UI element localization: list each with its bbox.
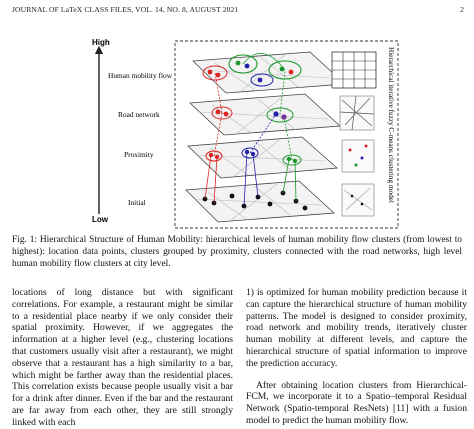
level-label-initial: Initial bbox=[128, 198, 146, 207]
figure-caption: Fig. 1: Hierarchical Structure of Human Mobility: hierarchical levels of human mobility flow clusters (from lowest to highest): location data points, clusters grouped by proximity, clusters connected with the road networks, high level human mobility flow clusters at city level. bbox=[12, 235, 462, 269]
page-number: 2 bbox=[460, 5, 464, 14]
left-column bbox=[12, 287, 233, 429]
plane-road-network bbox=[190, 94, 340, 135]
right-paragraph-2: After obtaining location clusters from Hierarchical-FCM, we incorporate it to a Spatio–temporal Residual Network (Spatio-temporal ResNets) [11] with a fusion model to predict the human mobility flow. bbox=[246, 379, 467, 426]
initial-thumbnail bbox=[342, 184, 374, 216]
side-label: Hierarchical iterative fuzzy C-means clustering model bbox=[387, 47, 395, 203]
proximity-thumbnail bbox=[342, 140, 374, 172]
flow-matrix-grid bbox=[332, 52, 376, 88]
plane-human-mobility bbox=[193, 52, 345, 93]
road-network-thumbnail bbox=[340, 96, 374, 130]
level-label-human-mobility-flow: Human mobility flow bbox=[108, 71, 173, 80]
plane-initial bbox=[186, 181, 334, 222]
right-paragraph-1: 1) is optimized for human mobility prediction because it can capture the hierarchical structure of human mobility patterns. The model is designed to consider proximity, road network and mobility trends, iteratively cluster human mobility at different levels, and capture the hierarchical structure of spatial information to improve the prediction accuracy. bbox=[246, 287, 467, 369]
level-label-proximity: Proximity bbox=[124, 150, 154, 159]
level-label-road-network: Road network bbox=[118, 110, 160, 119]
right-column bbox=[246, 287, 467, 427]
journal-title: JOURNAL OF LaTeX CLASS FILES, VOL. 14, NO. 8, AUGUST 2021 bbox=[12, 5, 239, 14]
axis-low-label: Low bbox=[92, 215, 108, 224]
left-paragraph: locations of long distance but with significant correlations. For example, a restaurant might be similar to a residential place nearby if we only consider their spatial proximity. However, if we aggregates the information at a higher level (e.g., clustering locations that customers usually visit after a restaurant), we might observe that a restaurant has a high similarity to a bar, which might be farther away than the residential places. This correlation exists because people usually visit a bar for a drink after dinner. Even if the bar and the restaurant are far away from each other, they are still strongly linked with each bbox=[12, 287, 233, 428]
axis-high-label: High bbox=[92, 38, 110, 47]
